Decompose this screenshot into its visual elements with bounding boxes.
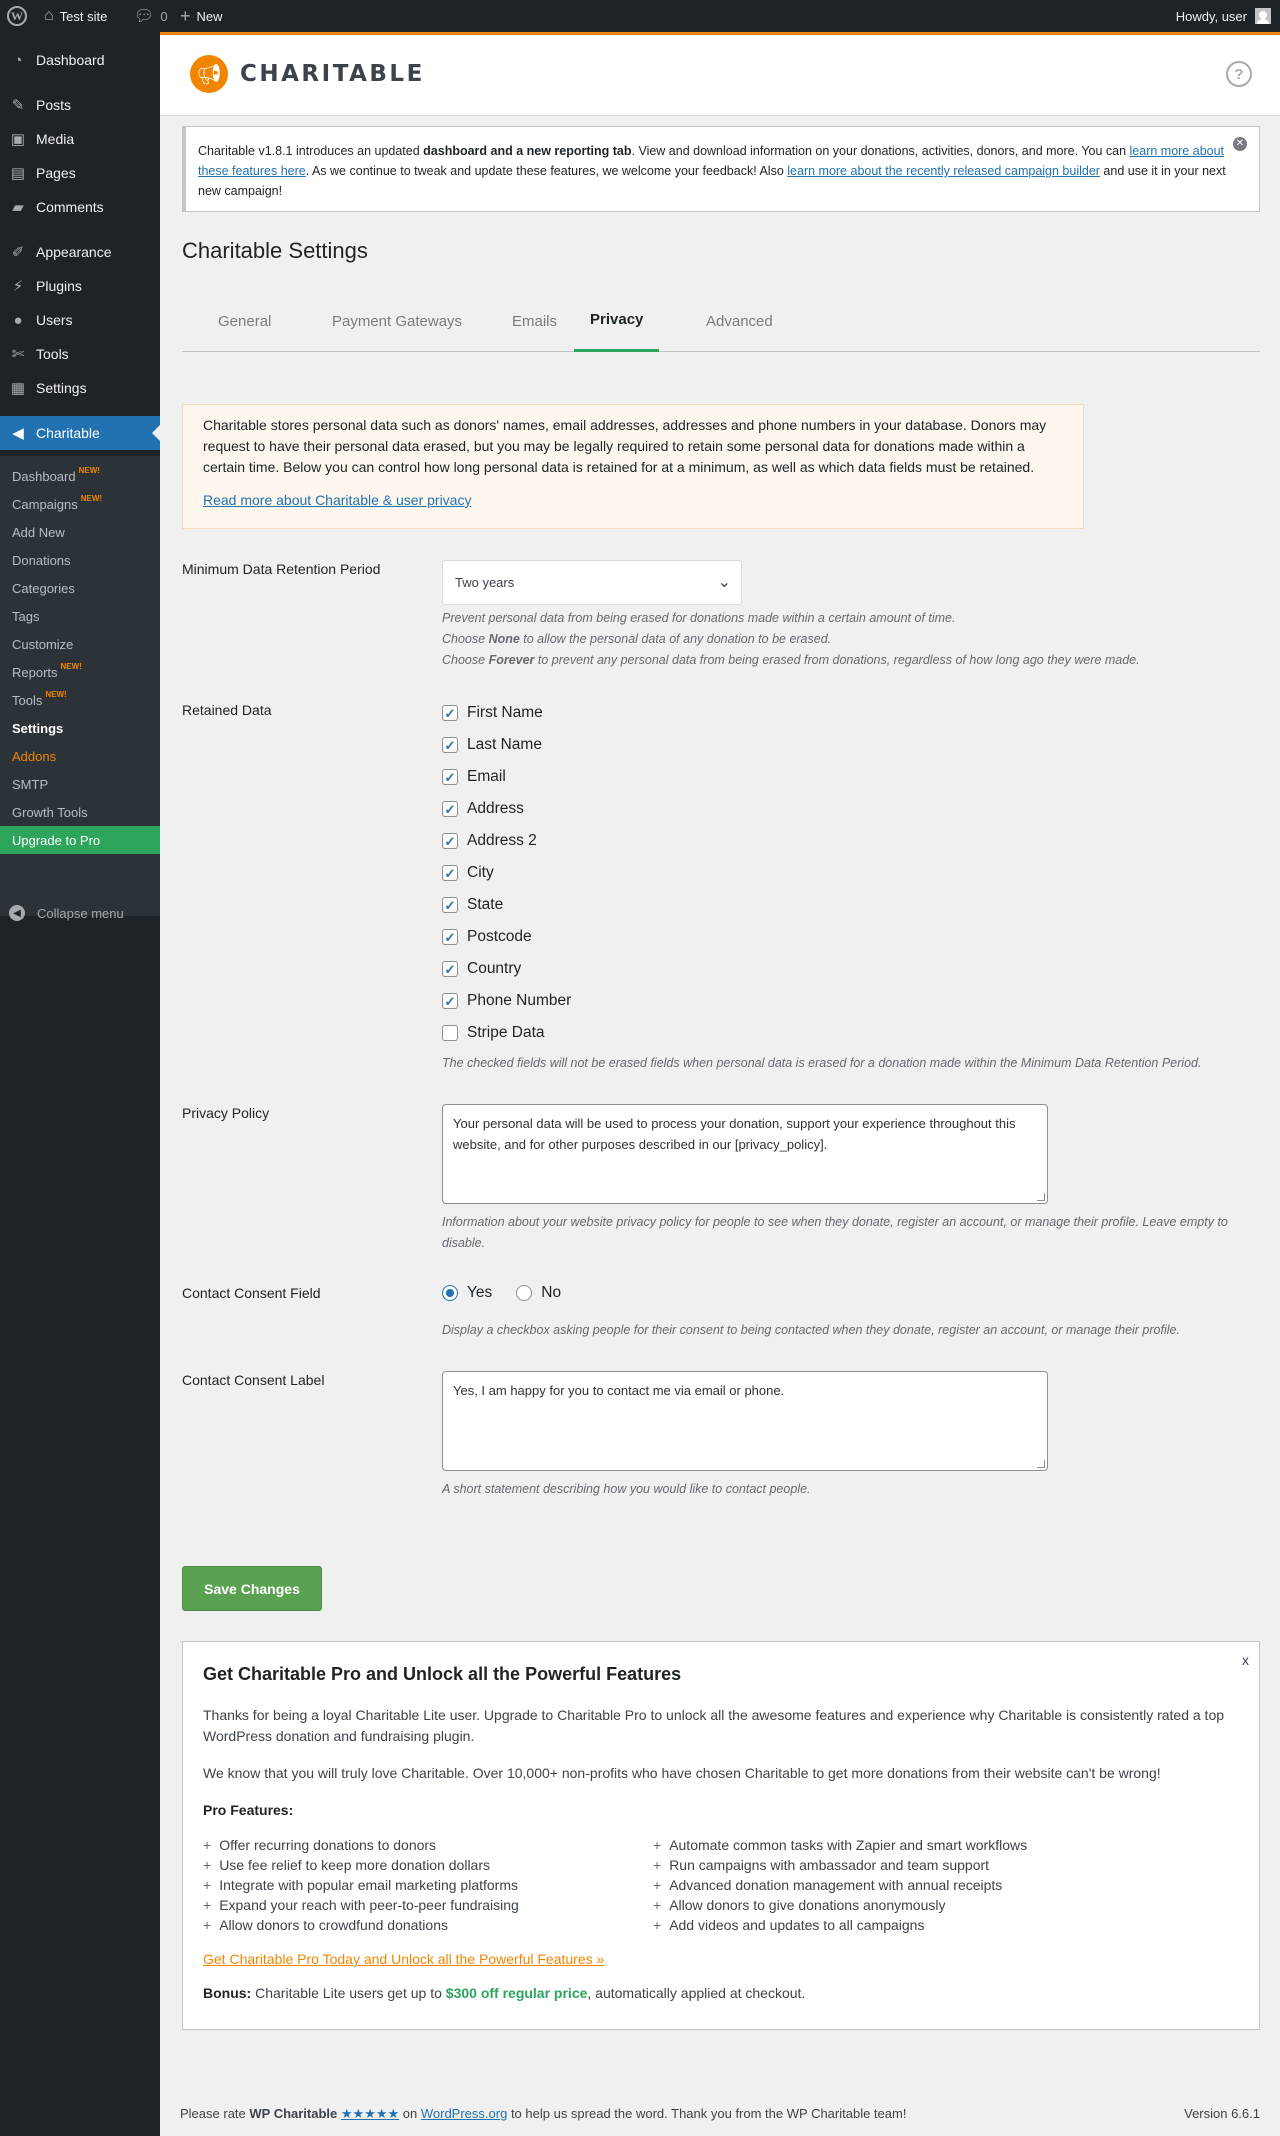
account-menu[interactable] [1176, 0, 1271, 32]
version-text: Version 6.6.1 [1184, 2106, 1260, 2121]
features-link[interactable]: learn more about these features here [198, 144, 1225, 178]
chevron-down-icon: ⌄ [717, 574, 731, 591]
submenu-tools[interactable] [0, 686, 160, 714]
submenu-label: Dashboard [12, 468, 76, 484]
tab-general[interactable]: General [218, 312, 272, 330]
wordpress-icon: W [7, 6, 27, 26]
feature-text: Use fee relief to keep more donation dollars [219, 1857, 491, 1873]
site-name: Test site [59, 8, 108, 24]
wordpress-org-link[interactable]: WordPress.org [420, 2106, 508, 2121]
promo-title: Get Charitable Pro and Unlock all the Powerful Features [203, 1664, 682, 1684]
collapse-icon: ◀ [9, 905, 25, 921]
new-badge: NEW! [60, 661, 82, 671]
dashboard-icon: ◔ [13, 51, 23, 69]
submenu-dashboard[interactable] [0, 462, 160, 490]
submenu-customize[interactable] [0, 630, 160, 658]
collapse-label: Collapse menu [37, 905, 124, 921]
retained-field-phone-number[interactable] [442, 990, 571, 1012]
menu-label: Comments [36, 199, 104, 215]
plus-icon: + [653, 1897, 662, 1913]
menu-label: Plugins [36, 278, 82, 294]
menu-dashboard[interactable] [0, 43, 160, 77]
megaphone-icon: 📢︎ [190, 55, 228, 93]
feature-text: Allow donors to crowdfund donations [219, 1917, 448, 1933]
consent-field-description: Display a checkbox asking people for their consent to being contacted when they donate, register an account, or manage their profile. [442, 1323, 1180, 1337]
textarea-value: Yes, I am happy for you to contact me via email or phone. [453, 1383, 785, 1398]
menu-charitable[interactable] [0, 416, 160, 450]
notice-text: . As we continue to tweak and update these features, we welcome your feedback! Also [305, 164, 788, 178]
consent-no-radio[interactable] [516, 1285, 532, 1301]
plug-icon: ⚡︎ [12, 278, 24, 295]
footer-text: Please rate [180, 2106, 250, 2121]
menu-label: Users [36, 312, 73, 328]
feature-item [653, 1915, 1103, 1935]
submenu-donations[interactable] [0, 546, 160, 574]
consent-label-description: A short statement describing how you would like to contact people. [442, 1482, 811, 1496]
checkbox-label: Stripe Data [467, 1024, 545, 1041]
submenu-reports[interactable] [0, 658, 160, 686]
notice-text: and use it in your next new campaign! [198, 164, 1226, 198]
checkbox[interactable]: ✓ [442, 705, 458, 721]
privacy-policy-label: Privacy Policy [182, 1105, 270, 1121]
retained-field-address[interactable] [442, 798, 524, 820]
menu-label: Pages [36, 165, 76, 181]
logo-text: CHARITABLE [240, 61, 425, 87]
new-badge: NEW! [45, 689, 67, 699]
rating-stars-link[interactable]: ★★★★★ [340, 2106, 400, 2121]
feature-item [203, 1915, 653, 1935]
resize-handle-icon[interactable] [1037, 1193, 1045, 1201]
menu-label: Posts [36, 97, 72, 113]
get-pro-link[interactable]: Get Charitable Pro Today and Unlock all the Powerful Features » [203, 1951, 605, 1967]
menu-label: Charitable [36, 425, 100, 441]
submenu-label: Growth Tools [12, 804, 88, 820]
retained-field-city[interactable] [442, 862, 494, 884]
submenu-upgrade-to-pro[interactable] [0, 826, 160, 854]
user-icon: ● [13, 311, 23, 329]
menu-pages[interactable] [0, 156, 160, 190]
intro-text: Charitable stores personal data such as donors' names, email addresses, addresses and phone numbers in your database. Donors may request to have their personal data erased, but you may be legally required to retain some personal data for donations made within a certain time. Below you can control how long personal data is retained for at a minimum, as well as which data fields must be retained. [203, 417, 1047, 475]
checkbox-label: Phone Number [467, 992, 572, 1009]
retained-field-email[interactable] [442, 766, 506, 788]
charitable-logo [190, 55, 425, 93]
checkbox-label: City [467, 864, 494, 881]
feature-text: Integrate with popular email marketing platforms [219, 1877, 518, 1893]
dismiss-notice-icon[interactable]: ✕ [1233, 137, 1247, 151]
features-title: Pro Features: [203, 1802, 294, 1818]
charitable-header [160, 32, 1280, 116]
checkbox-label: First Name [467, 704, 543, 721]
checkbox-label: Address 2 [467, 832, 537, 849]
footer-brand: WP Charitable [249, 2106, 338, 2121]
feature-text: Expand your reach with peer-to-peer fundraising [219, 1897, 519, 1913]
submenu-label: Settings [12, 720, 64, 736]
feature-item [653, 1855, 1103, 1875]
new-badge: NEW! [78, 465, 100, 475]
submenu-label: Tools [12, 692, 43, 708]
checkbox-label: Last Name [467, 736, 542, 753]
wrench-icon: ✄ [11, 346, 25, 363]
megaphone-icon: ◀ [12, 425, 24, 442]
feature-item [653, 1875, 1103, 1895]
radio-label: No [541, 1284, 562, 1301]
plus-icon: + [203, 1837, 212, 1853]
menu-posts[interactable] [0, 88, 160, 122]
help-icon[interactable]: ? [1226, 61, 1252, 87]
submenu-tags[interactable] [0, 602, 160, 630]
tab-emails[interactable]: Emails [512, 312, 558, 330]
howdy-text: Howdy, user [1175, 8, 1247, 24]
checkbox[interactable]: ✓ [442, 737, 458, 753]
checkbox[interactable] [442, 1025, 458, 1041]
home-icon: ⌂ [44, 7, 54, 24]
promo-text: We know that you will truly love Charitable. Over 10,000+ non-profits who have chosen Charitable to get more donations from their website can't be wrong! [203, 1765, 1161, 1781]
consent-radio-group [442, 1284, 561, 1302]
submenu-smtp[interactable] [0, 770, 160, 798]
feature-item [653, 1895, 1103, 1915]
pages-icon: ▤ [10, 165, 26, 182]
submenu-label: Categories [12, 580, 75, 596]
admin-sidebar [0, 32, 160, 2136]
avatar [1255, 8, 1271, 24]
desc-line: Choose None to allow the personal data of any donation to be erased. [442, 632, 832, 646]
feature-text: Allow donors to give donations anonymously [669, 1897, 946, 1913]
tab-payment-gateways[interactable]: Payment Gateways [332, 312, 463, 330]
submenu-settings[interactable] [0, 714, 160, 742]
checkbox-label: Country [467, 960, 522, 977]
desc-line: Choose Forever to prevent any personal data from being erased from donations, regardless of how long ago they were made. [442, 653, 1140, 667]
plus-icon: + [203, 1917, 212, 1933]
consent-yes-radio[interactable] [442, 1285, 458, 1301]
menu-settings[interactable] [0, 371, 160, 405]
features-left [203, 1835, 653, 1935]
retained-data-label: Retained Data [182, 702, 272, 718]
feature-text: Advanced donation management with annual receipts [669, 1877, 1003, 1893]
select-value: Two years [455, 575, 515, 590]
checkbox[interactable]: ✓ [442, 801, 458, 817]
save-changes-button[interactable]: Save Changes [182, 1566, 322, 1611]
privacy-read-more-link[interactable]: Read more about Charitable & user privacy [203, 492, 472, 508]
admin-footer [180, 2106, 1260, 2122]
retained-field-address-2[interactable] [442, 830, 537, 852]
pin-icon: ✎ [11, 97, 25, 114]
footer-text: to help us spread the word. Thank you from the WP Charitable team! [507, 2106, 907, 2121]
feature-item [203, 1895, 653, 1915]
consent-field-label: Contact Consent Field [182, 1285, 321, 1301]
checkbox[interactable]: ✓ [442, 865, 458, 881]
privacy-intro [182, 404, 1084, 529]
plus-icon: + [203, 1877, 212, 1893]
plus-icon: + [203, 1897, 212, 1913]
desc-line: Prevent personal data from being erased for donations made within a certain amount of time. [442, 611, 956, 625]
collapse-menu-button[interactable] [0, 896, 160, 930]
bonus-text: Bonus: Charitable Lite users get up to $300 off regular price, automatically applied at checkout. [203, 1985, 806, 2001]
retention-period-select[interactable] [442, 560, 742, 605]
feature-item [203, 1855, 653, 1875]
charitable-submenu [0, 456, 160, 916]
comment-icon: ▰ [12, 199, 24, 216]
menu-plugins[interactable] [0, 269, 160, 303]
checkbox[interactable]: ✓ [442, 993, 458, 1009]
consent-label-textarea[interactable] [442, 1371, 1048, 1471]
menu-users[interactable] [0, 303, 160, 337]
submenu-label: Addons [12, 748, 57, 764]
menu-tools[interactable] [0, 337, 160, 371]
comment-icon: 💬︎ [134, 8, 155, 25]
features-right [653, 1835, 1103, 1935]
footer-text: on [399, 2106, 421, 2121]
plus-icon: + [653, 1837, 662, 1853]
submenu-label: Donations [12, 552, 71, 568]
retained-field-last-name[interactable] [442, 734, 542, 756]
submenu-categories[interactable] [0, 574, 160, 602]
new-label: New [196, 8, 223, 24]
retained-description: The checked fields will not be erased fields when personal data is erased for a donation made within the Minimum Data Retention Period. [442, 1056, 1202, 1070]
checkbox-label: Address [467, 800, 524, 817]
plus-icon: + [653, 1877, 662, 1893]
submenu-campaigns[interactable] [0, 490, 160, 518]
new-content-link[interactable] [180, 0, 223, 32]
admin-bar [0, 0, 1280, 32]
menu-label: Media [36, 131, 75, 147]
comments-count: 0 [160, 8, 168, 24]
menu-label: Appearance [36, 244, 112, 260]
feature-text: Offer recurring donations to donors [219, 1837, 437, 1853]
feature-text: Add videos and updates to all campaigns [669, 1917, 925, 1933]
submenu-growth-tools[interactable] [0, 798, 160, 826]
resize-handle-icon[interactable] [1037, 1460, 1045, 1468]
menu-label: Tools [36, 346, 69, 362]
menu-appearance[interactable] [0, 235, 160, 269]
plus-icon: + [653, 1857, 662, 1873]
brush-icon: ✐ [11, 244, 25, 261]
promo-text: Thanks for being a loyal Charitable Lite user. Upgrade to Charitable Pro to unlock all the awesome features and experience why Charitable is consistently rated a top WordPress donation and fundraising plugin. [203, 1707, 1225, 1744]
notice-bold: dashboard and a new reporting tab [423, 144, 632, 158]
retained-field-stripe-data[interactable] [442, 1022, 545, 1044]
site-name-link[interactable] [44, 0, 107, 32]
retention-description [442, 608, 1140, 671]
checkbox[interactable]: ✓ [442, 769, 458, 785]
features-list [203, 1835, 1103, 1935]
checkbox[interactable]: ✓ [442, 833, 458, 849]
update-notice [182, 126, 1260, 212]
checkbox-label: Postcode [467, 928, 532, 945]
feature-item [203, 1835, 653, 1855]
page-title: Charitable Settings [182, 238, 368, 263]
menu-comments[interactable] [0, 190, 160, 224]
menu-label: Settings [36, 380, 87, 396]
campaign-builder-link[interactable]: learn more about the recently released campaign builder [787, 164, 1100, 178]
retained-field-state[interactable] [442, 894, 503, 916]
checkbox-label: State [467, 896, 504, 913]
wordpress-logo-button[interactable] [7, 0, 27, 32]
notice-text: Charitable v1.8.1 introduces an updated [198, 144, 424, 158]
plus-icon: + [180, 5, 191, 26]
submenu-label: Campaigns [12, 496, 78, 512]
privacy-policy-textarea[interactable] [442, 1104, 1048, 1204]
media-icon: ▣ [10, 131, 26, 148]
privacy-policy-description: Information about your website privacy policy for people to see when they donate, register an account, or manage their profile. Leave empty to disable. [442, 1215, 1228, 1250]
feature-text: Run campaigns with ambassador and team support [669, 1857, 990, 1873]
submenu-label: Upgrade to Pro [12, 832, 101, 848]
submenu-label: Reports [12, 664, 58, 680]
feature-item [203, 1875, 653, 1895]
notice-text: . View and download information on your donations, activities, donors, and more. You can [631, 144, 1130, 158]
tab-advanced[interactable]: Advanced [706, 312, 773, 330]
submenu-addons[interactable] [0, 742, 160, 770]
settings-tabs [182, 290, 1260, 352]
checkbox[interactable]: ✓ [442, 929, 458, 945]
tab-privacy[interactable]: Privacy [574, 290, 659, 352]
feature-item [653, 1835, 1103, 1855]
retained-field-country[interactable] [442, 958, 521, 980]
menu-media[interactable] [0, 122, 160, 156]
upgrade-promo [182, 1641, 1260, 2030]
submenu-add-new[interactable] [0, 518, 160, 546]
checkbox[interactable]: ✓ [442, 897, 458, 913]
checkbox[interactable]: ✓ [442, 961, 458, 977]
textarea-value: Your personal data will be used to process your donation, support your experience throughout this website, and for other purposes described in our [privacy_policy]. [453, 1116, 1016, 1152]
menu-label: Dashboard [36, 52, 105, 68]
plus-icon: + [653, 1917, 662, 1933]
radio-label: Yes [467, 1284, 493, 1301]
retention-label: Minimum Data Retention Period [182, 561, 381, 577]
close-promo-button[interactable]: x [1242, 1652, 1249, 1668]
retained-field-postcode[interactable] [442, 926, 532, 948]
settings-icon: ▦ [10, 380, 26, 397]
comments-link[interactable] [134, 0, 168, 32]
submenu-label: Customize [12, 636, 74, 652]
plus-icon: + [203, 1857, 212, 1873]
consent-label-label: Contact Consent Label [182, 1372, 325, 1388]
submenu-label: SMTP [12, 776, 49, 792]
new-badge: NEW! [80, 493, 103, 503]
feature-text: Automate common tasks with Zapier and smart workflows [669, 1837, 1028, 1853]
checkbox-label: Email [467, 768, 506, 785]
submenu-label: Tags [12, 608, 40, 624]
submenu-label: Add New [12, 524, 65, 540]
retained-field-first-name[interactable] [442, 702, 543, 724]
